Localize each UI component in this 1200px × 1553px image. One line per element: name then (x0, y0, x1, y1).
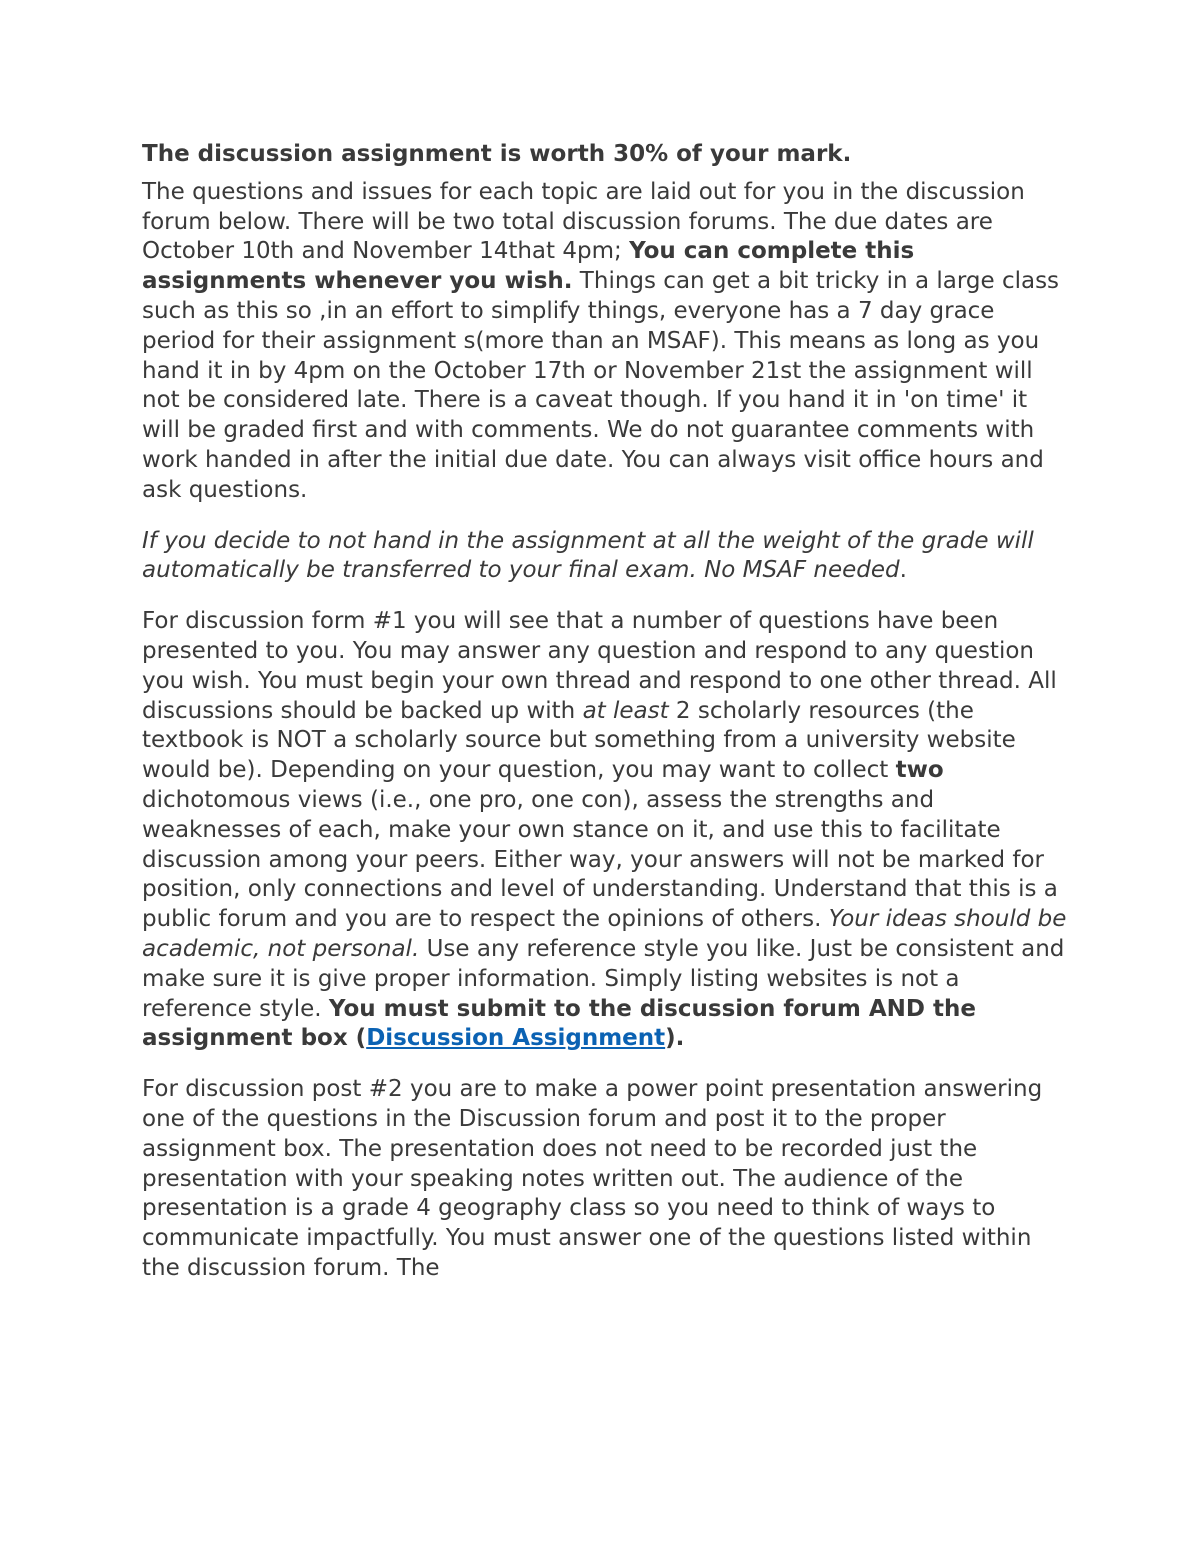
reference-style-text: Use any reference style you like. Just be consistent and make sure it is give proper information. Simply listing websites is not a reference style. (142, 935, 1065, 1022)
dichotomous-views-text: dichotomous views (i.e., one pro, one con), assess the strengths and weaknesses of each, make your own stance on it, and use this to facilitate discussion among your peers. Either way, your answers will not be marked for position, only connections and level of understanding. Understand that this is a public forum and you are to respect the opinions of others. (142, 786, 1058, 933)
scholarly-resources-text: 2 scholarly resources (the textbook is NOT a scholarly source but something from a university website would be). Depending on your question, you may want to collect (142, 697, 1016, 784)
no-submission-paragraph (142, 527, 1067, 587)
assignment-weight-heading: The discussion assignment is worth 30% of your mark. (142, 141, 852, 167)
due-dates-paragraph (142, 178, 1067, 506)
submit-instruction-end: ). (665, 1025, 685, 1052)
no-submission-period: . (899, 557, 907, 584)
at-least-emphasis: at least (582, 697, 669, 724)
academic-ideas-emphasis: Your ideas should be academic, not personal. (142, 906, 1067, 962)
due-dates-text: The questions and issues for each topic are laid out for you in the discussion forum below. There will be two total discussion forums. The due dates are October 10th and November 14that 4pm; (142, 178, 1025, 265)
discussion-two-paragraph: For discussion post #2 you are to make a power point presentation answering one of the questions in the Discussion forum and post it to the proper assignment box. The presentation does not need to be recorded just the presentation with your speaking notes written out. The audience of the presentation is a grade 4 geography class so you need to think of ways to communicate impactfully. You must answer one of the questions listed within the discussion forum. The (142, 1076, 1043, 1281)
discussion-one-paragraph (142, 607, 1067, 1054)
two-emphasis: two (895, 757, 944, 784)
grace-period-text: Things can get a bit tricky in a large class such as this so ,in an effort to simplify things, everyone has a 7 day grace period for their assignment s(more than an MSAF). This means as long as you hand it in by 4pm on the October 17th or November 21st the assignment will not be considered late. There is a caveat though. If you hand it in 'on time' it will be graded first and with comments. We do not guarantee comments with work handed in after the initial due date. You can always visit office hours and ask questions. (142, 268, 1060, 503)
discussion-assignment-link[interactable]: Discussion Assignment (366, 1025, 666, 1052)
document-page (142, 140, 1067, 1305)
complete-whenever-emphasis: You can complete this assignments whenever you wish. (142, 238, 915, 295)
no-submission-note: If you decide to not hand in the assignment at all the weight of the grade will automatically be transferred to your final exam. No MSAF needed (142, 527, 1034, 584)
discussion-one-intro: For discussion form #1 you will see that a number of questions have been presented to you. You may answer any question and respond to any question you wish. You must begin your own thread and respond to one other thread. All discussions should be backed up with (142, 608, 1057, 724)
submit-instruction: You must submit to the discussion forum AND the assignment box ( (142, 995, 976, 1052)
